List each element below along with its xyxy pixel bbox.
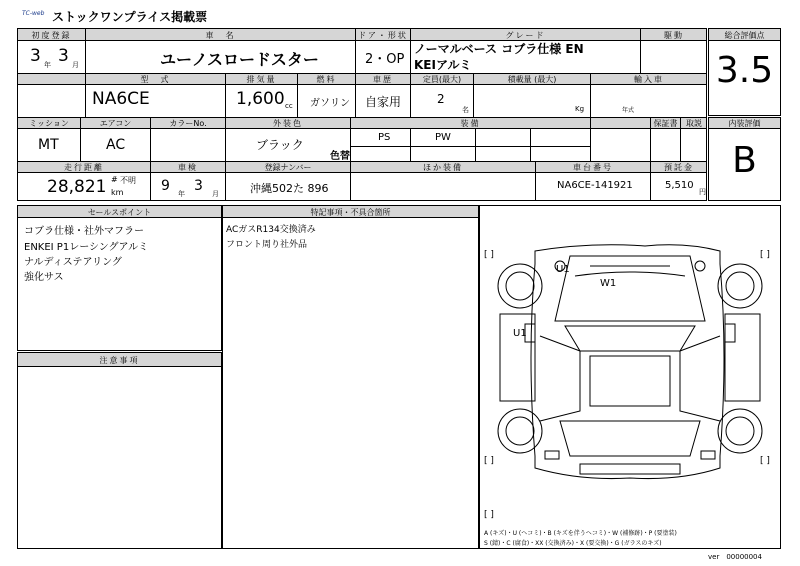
special-note-2: フロント周り社外品 (226, 240, 308, 250)
sales-point-1: コブラ仕様・社外マフラー (24, 226, 144, 237)
label-interior-eval: 内装評価 (728, 119, 761, 128)
unit-insp-year: 年 (178, 190, 185, 198)
special-note-1: ACガスR134交換済み (226, 225, 316, 235)
fuel-value: ガソリン (310, 98, 350, 109)
exterior-color-value: ブラック (256, 138, 304, 152)
label-fuel: 燃料 (316, 75, 337, 84)
first-reg-year: 3 (30, 46, 41, 66)
label-capacity: 定員(最大) (422, 75, 462, 84)
unit-mile: # (111, 175, 118, 184)
unit-year: 年 (44, 61, 51, 69)
first-reg-month: 3 (58, 46, 69, 66)
unit-km: km (111, 188, 124, 197)
label-special-notes: 特記事項・不具合箇所 (310, 208, 391, 217)
label-first-reg: 初度登録 (31, 31, 72, 40)
grade-line1: ノーマルベース コブラ仕様 EN (414, 42, 584, 56)
label-plate: 登録ナンバー (264, 163, 312, 172)
unit-persons: 名 (462, 106, 469, 114)
tyre-front-left (498, 264, 542, 308)
label-equipment: 装備 (460, 119, 481, 128)
inspection-month: 3 (194, 178, 203, 194)
mission-value: MT (38, 137, 59, 153)
sales-point-4: 強化サス (24, 272, 64, 283)
label-manual: 取説 (686, 119, 702, 128)
label-other-equip: ほか装備 (423, 163, 463, 172)
label-car-class: 車歴 (373, 75, 393, 84)
sales-point-2: ENKEI P1レーシングアルミ (24, 242, 149, 253)
damage-mark-u1-front: U1 (556, 264, 570, 275)
label-overall-eval: 総合評価点 (724, 31, 765, 40)
equip-ps: PS (378, 132, 391, 143)
car-diagram (480, 206, 780, 526)
bracket-front-left: [ ] (484, 250, 494, 260)
equip-pw: PW (435, 132, 451, 143)
label-import: 輸入車 (634, 75, 664, 84)
tyre-rear-right (718, 409, 762, 453)
inspection-year: 9 (161, 178, 170, 194)
tyre-front-right (718, 264, 762, 308)
vin-value: NA6CE-141921 (557, 180, 633, 191)
windscreen (565, 326, 695, 351)
label-inspection: 車検 (178, 163, 198, 172)
door-shape-value: 2・OP (365, 52, 405, 67)
label-drive: 駆動 (664, 31, 684, 40)
damage-mark-w1: W1 (600, 278, 617, 289)
unit-yen: 円 (699, 188, 706, 196)
label-exterior-color: 外装色 (273, 119, 303, 128)
logo: TC-web (22, 10, 45, 17)
mileage-value: 28,821 (47, 177, 107, 197)
unit-month: 月 (72, 61, 79, 69)
label-displacement: 排気量 (246, 75, 277, 84)
bracket-rear-left: [ ] (484, 456, 494, 466)
caution-box (17, 352, 222, 549)
grade-line2: KEIアルミ (414, 58, 472, 72)
label-mileage: 走行距離 (64, 163, 104, 172)
aircon-value: AC (106, 137, 126, 153)
bracket-rear-right: [ ] (760, 456, 770, 466)
unit-model-year: 年式 (622, 107, 635, 114)
bracket-bottom-left: [ ] (484, 510, 494, 520)
special-notes-box (222, 205, 479, 549)
label-aircon: エアコン (99, 119, 132, 128)
deposit-value: 5,510 (665, 180, 694, 191)
car-name-value: ユーノスロードスター (160, 50, 319, 69)
damage-mark-u1-side: U1 (513, 328, 527, 339)
label-door-shape: ドア・形状 (358, 31, 408, 40)
unit-insp-month: 月 (212, 190, 219, 198)
page-title: ストックワンプライス掲載票 (52, 10, 208, 24)
tyre-rear-left (498, 409, 542, 453)
label-mission: ミッション (29, 119, 69, 128)
unit-kg: Kg (575, 105, 585, 113)
trunk (560, 421, 700, 456)
unit-unknown: 不明 (120, 176, 136, 185)
label-deposit: 預託金 (664, 163, 694, 172)
overall-eval-value: 3.5 (715, 50, 774, 91)
unit-cc: cc (285, 102, 293, 110)
label-sales-points: セールスポイント (87, 208, 152, 217)
label-warranty: 保証書 (653, 119, 678, 128)
label-caution: 注意事項 (99, 356, 140, 365)
label-load: 積載量 (最大) (507, 75, 557, 84)
capacity-value: 2 (437, 92, 445, 106)
plate-value: 沖縄502た 896 (250, 182, 329, 195)
legend-line-2: S (錆)・C (腐食)・XX (交換済み)・X (要交換)・G (ガラスのキズ) (484, 540, 662, 547)
sales-point-3: ナルディステアリング (24, 257, 122, 268)
right-side (725, 314, 760, 401)
bracket-front-right: [ ] (760, 250, 770, 260)
cockpit (590, 356, 670, 406)
car-class-value: 自家用 (365, 95, 402, 109)
displacement-value: 1,600 (236, 89, 285, 109)
rear-bumper (580, 464, 680, 474)
label-model: 型 式 (140, 75, 171, 84)
label-vin: 車台番号 (573, 163, 613, 172)
color-change-value: 色替 (330, 151, 350, 162)
model-value: NA6CE (92, 89, 150, 109)
legend-line-1: A (キズ)・U (ヘコミ)・B (キズを伴うヘコミ)・W (補修跡)・P (要塗装) (484, 530, 677, 537)
version-label: ver 00000004 (708, 553, 762, 561)
label-color-no: カラーNo. (169, 119, 207, 128)
label-car-name: 車 名 (205, 31, 236, 40)
label-grade: グレード (505, 31, 546, 40)
interior-eval-value: B (732, 140, 757, 181)
